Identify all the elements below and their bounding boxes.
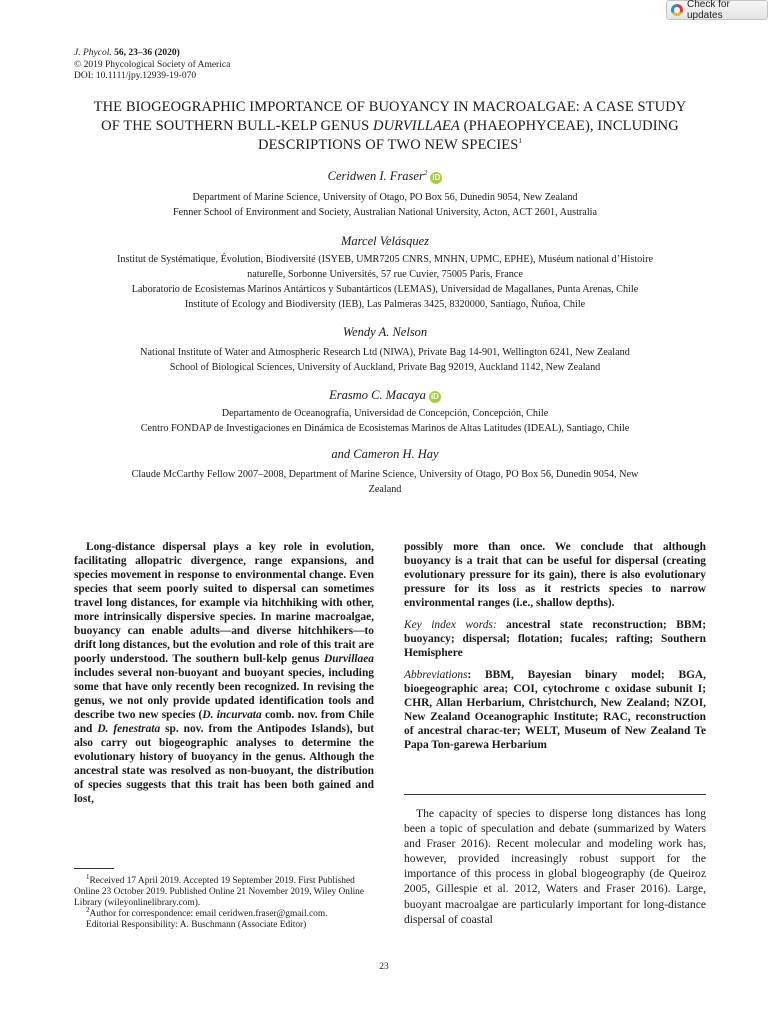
- affiliation: Departamento de Oceanografía, Universidad de Concepción, Concepción, Chile: [221, 408, 549, 419]
- footnotes: [74, 872, 374, 931]
- author-name: Erasmo C. Macaya iD: [329, 388, 439, 402]
- author-name: Marcel Velásquez: [340, 234, 430, 248]
- abbreviations: Abbreviations: BBM, Bayesian binary model; BGA, bioegeographic area; COI, cytochrome c oxidase subunit I; CHR, Allan Herbarium, Christchurch, New Zealand; NZOI, New Zealand Oceanographic Institute; RAC, reconstruction of ancestral charac-ter; WELT, Museum of New Zealand Te Papa Ton-garewa Herbarium: [404, 669, 706, 751]
- check-for-updates-button[interactable]: [666, 0, 768, 20]
- abstract-paragraph: Long-distance dispersal plays a key role in evolution, facilitating allopatric divergence, range expansions, and species movement in response to environmental change. Even species that seem poorly suited to dispersal can sometimes travel long distances, for example via hitchhiking with other, more intrinsically dispersive species. In marine macroalgae, buoyancy can enable adults—and diverse hitchhikers—to drift long distances, but the evolution and role of this trait are poorly understood. The southern bull-kelp genus Durvillaea includes several non-buoyant and buoyant species, including some that have only recently been recognized. In revising the genus, we not only provide updated identification tools and describe two new species (D. incurvata comb. nov. from Chile and D. fenestrata sp. nov. from the Antipodes Islands), but also carry out biogeographic analyses to determine the evolutionary history of buoyancy in the genus. Although the ancestral state was resolved as non-buoyant, the distribution of species suggests that this trait has been both gained and lost,: [74, 541, 374, 805]
- keywords: Key index words: ancestral state reconstruction; BBM; buoyancy; dispersal; flotation; fucales; rafting; Southern Hemisphere: [404, 619, 706, 659]
- journal-name: J. Phycol.: [74, 48, 112, 58]
- author-block-5: [40, 446, 730, 497]
- crossmark-icon: [671, 4, 683, 16]
- title-line-1: THE BIOGEOGRAPHIC IMPORTANCE OF BUOYANCY IN MACROALGAE: A CASE STUDY: [93, 99, 687, 115]
- author-block-3: [40, 324, 730, 375]
- author-block-4: [40, 387, 730, 436]
- affiliation: National Institute of Water and Atmospheric Research Ltd (NIWA), Private Bag 14-901, Wellington 6241, New Zealand: [140, 347, 630, 358]
- abstract-right-column: [404, 540, 706, 752]
- journal-meta: [74, 48, 230, 83]
- page-number: 23: [379, 962, 389, 972]
- author-name: Wendy A. Nelson: [342, 325, 428, 339]
- footnote-3: Editorial Responsibility: A. Buschmann (Associate Editor): [86, 920, 307, 930]
- affiliation: Centro FONDAP de Investigaciones en Dinámica de Ecosistemas Marinos de Altas Latitudes (IDEAL), Santiago, Chile: [140, 423, 630, 434]
- orcid-icon[interactable]: iD: [432, 173, 441, 182]
- affiliation: Department of Marine Science, University of Otago, PO Box 56, Dunedin 9054, New Zealand: [192, 192, 578, 203]
- footnote-divider: [74, 868, 114, 869]
- author-name: Ceridwen I. Fraser$^2$iD: [327, 168, 441, 183]
- author-block-2: [40, 233, 730, 312]
- citation-volume: 56, 23–36 (2020): [114, 48, 180, 58]
- affiliation: Claude McCarthy Fellow 2007–2008, Department of Marine Science, University of Otago, PO Box 56, Dunedin 9054, New: [131, 469, 639, 480]
- affiliation: Zealand: [368, 484, 402, 495]
- doi: DOI: 10.1111/jpy.12939-19-070: [74, 71, 197, 81]
- author-name: and Cameron H. Hay: [331, 447, 439, 461]
- footnote-1: $^1$Received 17 April 2019. Accepted 19 September 2019. First Published Online 23 October 2019. Published Online 21 November 2019, Wiley Online Library (wileyonlinelibrary.com).: [74, 872, 365, 908]
- affiliation: Fenner School of Environment and Society, Australian National University, Acton, ACT 2601, Australia: [172, 207, 598, 218]
- footnote-2: $^2$Author for correspondence: email ceridwen.fraser@gmail.com.: [86, 905, 328, 919]
- affiliation: Institut de Systématique, Évolution, Biodiversité (ISYEB, UMR7205 CNRS, MNHN, UPMC, EPHE), Muséum national d’Histoire: [117, 254, 653, 265]
- affiliation: School of Biological Sciences, University of Auckland, Private Bag 92019, Auckland 1142, New Zealand: [169, 362, 601, 373]
- check-for-updates-label: Check for updates: [687, 0, 730, 21]
- affiliation: naturelle, Sorbonne Universités, 57 rue Cuvier, 75005 Paris, France: [247, 269, 523, 280]
- introduction: [404, 806, 706, 927]
- article-title: [70, 98, 710, 155]
- author-block-1: [40, 168, 730, 220]
- abstract-divider: [404, 794, 706, 795]
- affiliation: Laboratorio de Ecosistemas Marinos Antárticos y Subantárticos (LEMAS), Universidad de Magallanes, Punta Arenas, Chile: [131, 284, 639, 295]
- affiliation: Institute of Ecology and Biodiversity (IEB), Las Palmeras 3425, 8320000, Santiago, Ñuñoa, Chile: [184, 299, 586, 310]
- orcid-icon[interactable]: iD: [430, 392, 439, 401]
- copyright: © 2019 Phycological Society of America: [74, 59, 231, 70]
- intro-paragraph: The capacity of species to disperse long distances has long been a topic of speculation and debate (summarized by Waters and Fraser 2016). Recent molecular and modeling work has, however, provided increasingly robust support for the importance of this process in global biogeography (de Queiroz 2005, Gillespie et al. 2012, Waters and Fraser 2016). Large, buoyant macroalgae are particularly important for long-distance dispersal of coastal: [404, 807, 706, 926]
- title-line-3: DESCRIPTIONS OF TWO NEW SPECIES$^1$: [258, 137, 522, 153]
- title-line-2: OF THE SOUTHERN BULL-KELP GENUS DURVILLAEA (PHAEOPHYCEAE), INCLUDING: [101, 118, 679, 134]
- abstract-left-column: [74, 540, 374, 806]
- abstract-continuation: possibly more than once. We conclude that although buoyancy is a trait that can be useful for dispersal (creating evolutionary pressure for its gain), there is also evolutionary pressure for its loss as it restricts species to narrow environmental ranges (i.e., shallow depths).: [404, 541, 706, 609]
